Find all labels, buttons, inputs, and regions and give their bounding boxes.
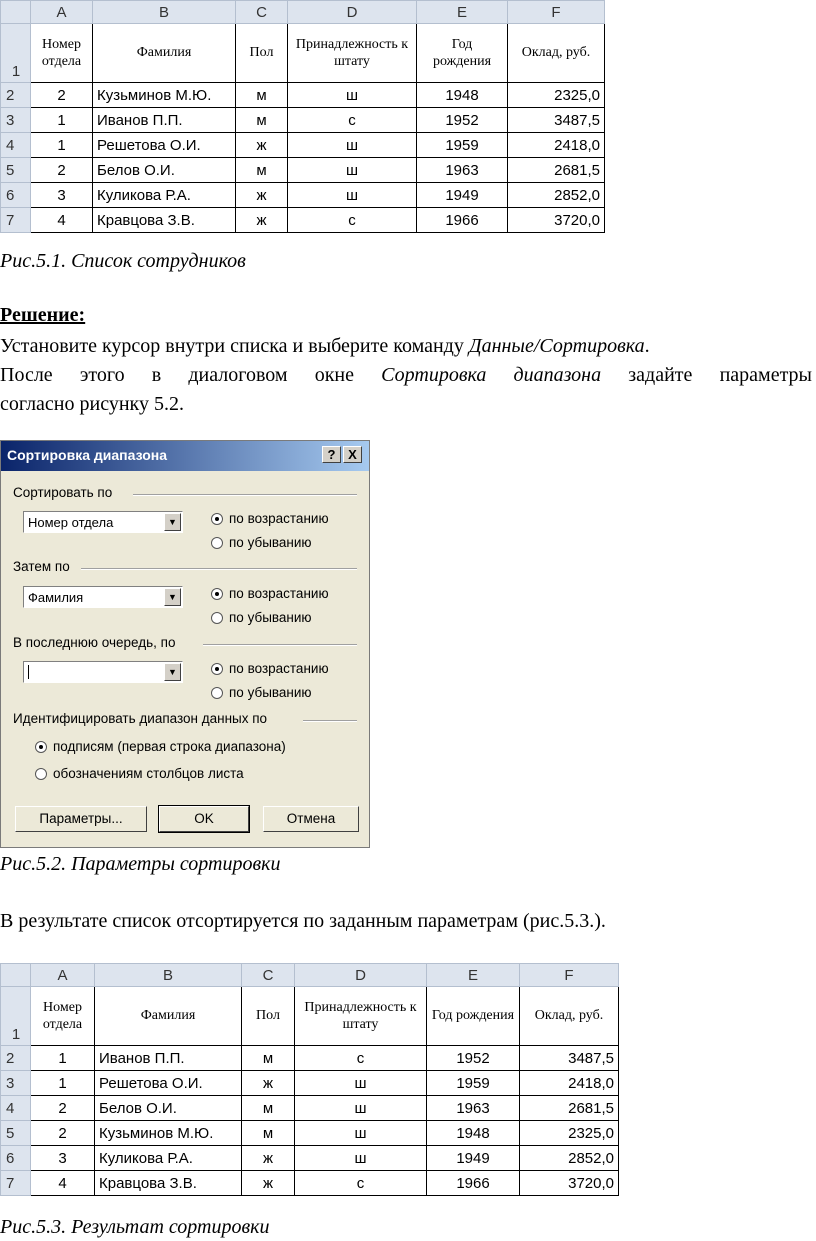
table-row xyxy=(1,1146,619,1171)
radio-unchecked-icon xyxy=(35,768,47,780)
cell-gender[interactable]: ж xyxy=(236,133,288,158)
header-cell[interactable]: Год рождения xyxy=(427,987,520,1046)
cell-department[interactable]: 4 xyxy=(31,208,93,233)
cell-birth-year[interactable]: 1949 xyxy=(427,1146,520,1171)
cell-staff[interactable]: с xyxy=(295,1046,427,1071)
cell-surname[interactable]: Белов О.И. xyxy=(95,1096,242,1121)
row-number[interactable]: 7 xyxy=(1,208,31,233)
radio-label: по убыванию xyxy=(229,685,312,700)
row-number[interactable]: 4 xyxy=(1,1096,31,1121)
text-cursor xyxy=(28,665,29,679)
cell-salary[interactable]: 3487,5 xyxy=(520,1046,619,1071)
then-by-label: Затем по xyxy=(13,559,70,574)
cell-salary[interactable]: 2418,0 xyxy=(508,133,605,158)
cell-gender[interactable]: м xyxy=(242,1096,295,1121)
instruction-line-1: Установите курсор внутри списка и выберите команду Данные/Сортировка. xyxy=(0,335,650,357)
dropdown-arrow-icon[interactable]: ▼ xyxy=(164,588,181,606)
ok-button[interactable]: OK xyxy=(159,806,249,832)
cell-birth-year[interactable]: 1948 xyxy=(427,1121,520,1146)
sort-by-descending-radio[interactable] xyxy=(211,535,312,550)
column-letter[interactable]: E xyxy=(427,964,520,987)
sort-by-select[interactable] xyxy=(23,511,183,533)
cell-salary[interactable]: 3720,0 xyxy=(508,208,605,233)
cell-surname[interactable]: Иванов П.П. xyxy=(93,108,236,133)
row-number[interactable]: 6 xyxy=(1,183,31,208)
finally-by-ascending-radio[interactable] xyxy=(211,661,329,676)
cell-gender[interactable]: м xyxy=(242,1121,295,1146)
column-letter[interactable]: D xyxy=(295,964,427,987)
radio-checked-icon xyxy=(211,663,223,675)
row-number[interactable]: 1 xyxy=(1,24,31,83)
cell-salary[interactable]: 2681,5 xyxy=(520,1096,619,1121)
radio-unchecked-icon xyxy=(211,687,223,699)
cell-birth-year[interactable]: 1959 xyxy=(427,1071,520,1096)
then-by-select[interactable] xyxy=(23,586,183,608)
cell-salary[interactable]: 3720,0 xyxy=(520,1171,619,1196)
column-header-row xyxy=(1,964,619,987)
header-cell[interactable]: Оклад, руб. xyxy=(508,24,605,83)
cell-department[interactable]: 1 xyxy=(31,133,93,158)
cell-surname[interactable]: Кузьминов М.Ю. xyxy=(95,1121,242,1146)
cell-birth-year[interactable]: 1963 xyxy=(417,158,508,183)
cell-department[interactable]: 2 xyxy=(31,1096,95,1121)
cell-birth-year[interactable]: 1966 xyxy=(427,1171,520,1196)
row-number[interactable]: 5 xyxy=(1,158,31,183)
column-letter[interactable]: C xyxy=(242,964,295,987)
cell-salary[interactable]: 2681,5 xyxy=(508,158,605,183)
cell-surname[interactable]: Кравцова З.В. xyxy=(95,1171,242,1196)
header-cell[interactable]: Пол xyxy=(236,24,288,83)
dialog-title-bar[interactable] xyxy=(1,441,369,471)
identify-by-headers-radio[interactable] xyxy=(35,739,286,754)
group-divider xyxy=(303,720,357,722)
column-letter[interactable]: B xyxy=(93,1,236,24)
row-number[interactable]: 7 xyxy=(1,1171,31,1196)
figure-caption-3: Рис.5.3. Результат сортировки xyxy=(0,1216,270,1238)
solution-heading: Решение: xyxy=(0,304,86,326)
cell-gender[interactable]: ж xyxy=(242,1146,295,1171)
cell-gender[interactable]: м xyxy=(236,158,288,183)
corner-cell[interactable] xyxy=(1,964,31,987)
finally-by-select[interactable] xyxy=(23,661,183,683)
result-paragraph: В результате список отсортируется по заданным параметрам (рис.5.3.). xyxy=(0,910,606,932)
cell-surname[interactable]: Кузьминов М.Ю. xyxy=(93,83,236,108)
cell-staff[interactable]: с xyxy=(295,1171,427,1196)
row-number[interactable]: 2 xyxy=(1,83,31,108)
table-row xyxy=(1,1121,619,1146)
cancel-button[interactable]: Отмена xyxy=(263,806,359,832)
cell-surname[interactable]: Куликова Р.А. xyxy=(93,183,236,208)
table-header-row xyxy=(1,24,605,83)
table-row xyxy=(1,133,605,158)
dialog-title: Сортировка диапазона xyxy=(7,447,167,463)
cell-staff[interactable]: ш xyxy=(288,158,417,183)
cell-gender[interactable]: м xyxy=(236,108,288,133)
header-cell[interactable]: Пол xyxy=(242,987,295,1046)
table-row xyxy=(1,1071,619,1096)
then-by-ascending-radio[interactable] xyxy=(211,586,329,601)
finally-by-descending-radio[interactable] xyxy=(211,685,312,700)
group-divider xyxy=(203,644,357,646)
cell-staff[interactable]: с xyxy=(288,208,417,233)
radio-label: по возрастанию xyxy=(229,586,329,601)
then-by-value: Фамилия xyxy=(28,590,84,605)
radio-label: по возрастанию xyxy=(229,511,329,526)
cell-birth-year[interactable]: 1959 xyxy=(417,133,508,158)
cell-surname[interactable]: Кравцова З.В. xyxy=(93,208,236,233)
row-number[interactable]: 3 xyxy=(1,108,31,133)
table-row xyxy=(1,108,605,133)
column-letter[interactable]: D xyxy=(288,1,417,24)
column-letter[interactable]: C xyxy=(236,1,288,24)
row-number[interactable]: 5 xyxy=(1,1121,31,1146)
cell-salary[interactable]: 2852,0 xyxy=(520,1146,619,1171)
cell-birth-year[interactable]: 1963 xyxy=(427,1096,520,1121)
cell-salary[interactable]: 2418,0 xyxy=(520,1071,619,1096)
identify-range-label: Идентифицировать диапазон данных по xyxy=(13,711,268,726)
radio-label: по возрастанию xyxy=(229,661,329,676)
table-row xyxy=(1,208,605,233)
radio-label: по убыванию xyxy=(229,610,312,625)
header-cell[interactable]: Принадлежность к штату xyxy=(295,987,427,1046)
row-number[interactable]: 3 xyxy=(1,1071,31,1096)
cell-staff[interactable]: ш xyxy=(295,1096,427,1121)
dropdown-arrow-icon[interactable]: ▼ xyxy=(164,513,181,531)
cell-staff[interactable]: ш xyxy=(288,133,417,158)
cell-salary[interactable]: 2852,0 xyxy=(508,183,605,208)
radio-checked-icon xyxy=(211,513,223,525)
column-letter[interactable]: F xyxy=(508,1,605,24)
cell-gender[interactable]: м xyxy=(242,1046,295,1071)
cell-department[interactable]: 2 xyxy=(31,158,93,183)
cell-staff[interactable]: ш xyxy=(288,183,417,208)
cell-staff[interactable]: ш xyxy=(295,1071,427,1096)
sort-range-dialog xyxy=(0,440,370,848)
cell-department[interactable]: 1 xyxy=(31,108,93,133)
cell-birth-year[interactable]: 1952 xyxy=(417,108,508,133)
cell-department[interactable]: 3 xyxy=(31,183,93,208)
then-by-descending-radio[interactable] xyxy=(211,610,312,625)
cell-surname[interactable]: Куликова Р.А. xyxy=(95,1146,242,1171)
table-row xyxy=(1,1046,619,1071)
cell-birth-year[interactable]: 1949 xyxy=(417,183,508,208)
cell-department[interactable]: 4 xyxy=(31,1171,95,1196)
table-row xyxy=(1,1096,619,1121)
header-cell[interactable]: Принадлежность к штату xyxy=(288,24,417,83)
row-number[interactable]: 2 xyxy=(1,1046,31,1071)
cell-department[interactable]: 3 xyxy=(31,1146,95,1171)
cell-department[interactable]: 2 xyxy=(31,1121,95,1146)
column-letter[interactable]: A xyxy=(31,964,95,987)
cell-birth-year[interactable]: 1966 xyxy=(417,208,508,233)
header-cell[interactable]: Год рождения xyxy=(417,24,508,83)
finally-by-label: В последнюю очередь, по xyxy=(13,635,176,650)
table-row xyxy=(1,83,605,108)
row-number[interactable]: 6 xyxy=(1,1146,31,1171)
cell-surname[interactable]: Решетова О.И. xyxy=(95,1071,242,1096)
radio-unchecked-icon xyxy=(211,537,223,549)
row-number[interactable]: 1 xyxy=(1,987,31,1046)
header-cell[interactable]: Номер отдела xyxy=(31,987,95,1046)
radio-unchecked-icon xyxy=(211,612,223,624)
table-row xyxy=(1,183,605,208)
cell-gender[interactable]: м xyxy=(236,83,288,108)
sort-by-label: Сортировать по xyxy=(13,485,113,500)
help-button[interactable]: ? xyxy=(322,446,341,463)
close-button[interactable]: X xyxy=(343,446,362,463)
column-header-row xyxy=(1,1,605,24)
column-letter[interactable]: A xyxy=(31,1,93,24)
identify-by-column-letters-radio[interactable] xyxy=(35,766,244,781)
figure-caption-1: Рис.5.1. Список сотрудников xyxy=(0,250,246,272)
corner-cell[interactable] xyxy=(1,1,31,24)
radio-label: подписям (первая строка диапазона) xyxy=(53,739,286,754)
options-button[interactable]: Параметры... xyxy=(15,806,147,832)
sort-by-value: Номер отдела xyxy=(28,515,114,530)
cell-department[interactable]: 1 xyxy=(31,1071,95,1096)
table-header-row xyxy=(1,987,619,1046)
group-divider xyxy=(133,494,357,496)
cell-gender[interactable]: ж xyxy=(242,1171,295,1196)
cell-salary[interactable]: 3487,5 xyxy=(508,108,605,133)
table-row xyxy=(1,1171,619,1196)
radio-label: обозначениям столбцов листа xyxy=(53,766,244,781)
radio-checked-icon xyxy=(35,741,47,753)
cell-birth-year[interactable]: 1948 xyxy=(417,83,508,108)
cell-gender[interactable]: ж xyxy=(236,208,288,233)
employee-table-sorted xyxy=(0,963,619,1196)
cell-staff[interactable]: ш xyxy=(295,1146,427,1171)
instruction-paragraph xyxy=(0,332,812,419)
header-cell[interactable]: Фамилия xyxy=(95,987,242,1046)
cell-staff[interactable]: с xyxy=(288,108,417,133)
cell-department[interactable]: 1 xyxy=(31,1046,95,1071)
radio-checked-icon xyxy=(211,588,223,600)
header-cell[interactable]: Номер отдела xyxy=(31,24,93,83)
column-letter[interactable]: F xyxy=(520,964,619,987)
cell-salary[interactable]: 2325,0 xyxy=(508,83,605,108)
dropdown-arrow-icon[interactable]: ▼ xyxy=(164,663,181,681)
cell-staff[interactable]: ш xyxy=(288,83,417,108)
cell-surname[interactable]: Иванов П.П. xyxy=(95,1046,242,1071)
figure-caption-2: Рис.5.2. Параметры сортировки xyxy=(0,853,281,875)
cell-gender[interactable]: ж xyxy=(236,183,288,208)
cell-surname[interactable]: Решетова О.И. xyxy=(93,133,236,158)
header-cell[interactable]: Фамилия xyxy=(93,24,236,83)
instruction-line-2: После этого в диалоговом окне Сортировка диапазона задайте параметры xyxy=(0,364,812,386)
group-divider xyxy=(81,568,357,570)
sort-by-ascending-radio[interactable] xyxy=(211,511,329,526)
row-number[interactable]: 4 xyxy=(1,133,31,158)
cell-salary[interactable]: 2325,0 xyxy=(520,1121,619,1146)
employee-table-original xyxy=(0,0,605,233)
cell-gender[interactable]: ж xyxy=(242,1071,295,1096)
cell-department[interactable]: 2 xyxy=(31,83,93,108)
cell-birth-year[interactable]: 1952 xyxy=(427,1046,520,1071)
radio-label: по убыванию xyxy=(229,535,312,550)
cell-surname[interactable]: Белов О.И. xyxy=(93,158,236,183)
column-letter[interactable]: E xyxy=(417,1,508,24)
header-cell[interactable]: Оклад, руб. xyxy=(520,987,619,1046)
instruction-line-3: согласно рисунку 5.2. xyxy=(0,393,184,415)
cell-staff[interactable]: ш xyxy=(295,1121,427,1146)
table-row xyxy=(1,158,605,183)
column-letter[interactable]: B xyxy=(95,964,242,987)
